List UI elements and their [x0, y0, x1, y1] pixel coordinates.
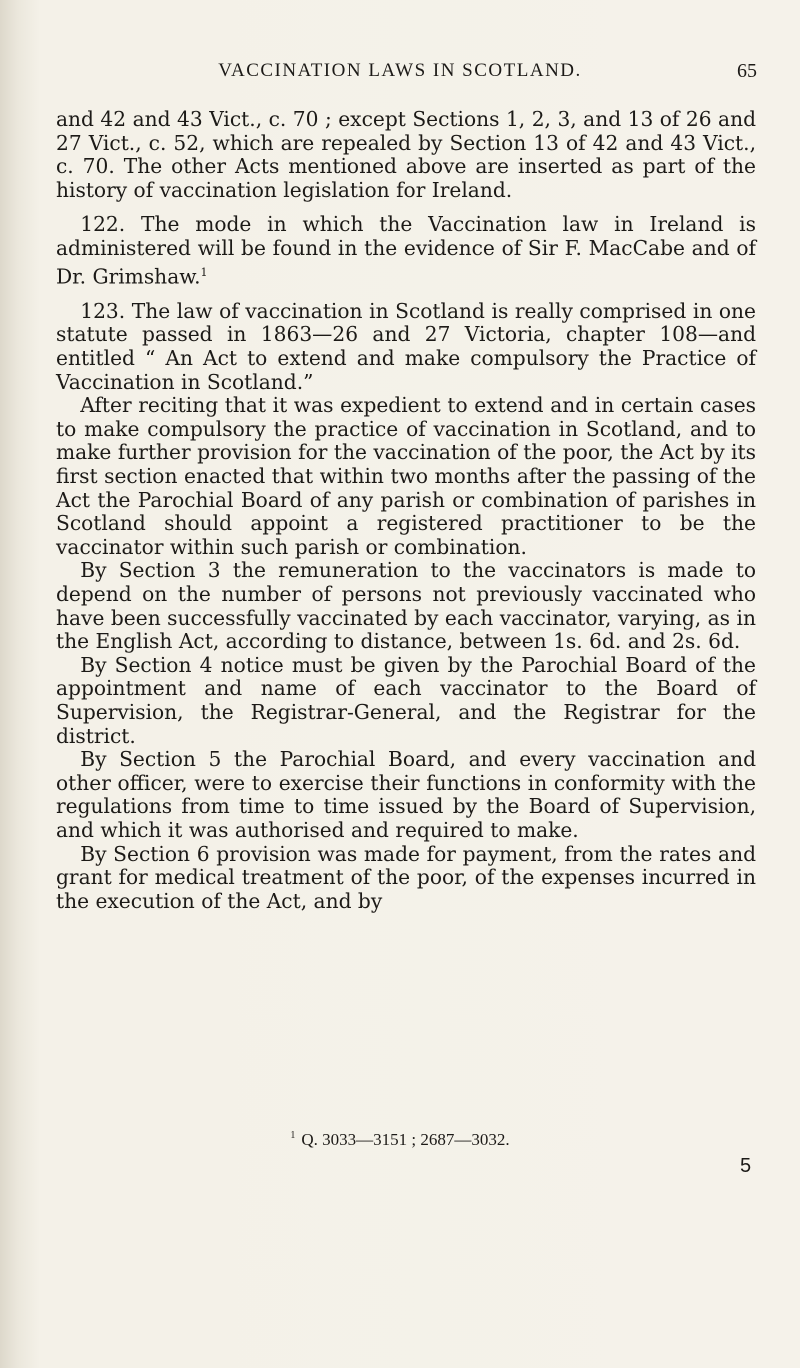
body-text — [56, 108, 756, 913]
signature-mark: 5 — [740, 1155, 752, 1177]
footnote-number: 1 — [290, 1130, 296, 1142]
footnote-marker: 1 — [200, 265, 208, 279]
paragraph-section-3: By Section 3 the remuneration to the vaccinators is made to depend on the number of persons not previously vaccinated who have been successfully vaccinated by each vaccinator, varying, as in the English Act, according to distance, between 1s. 6d. and 2s. 6d. — [56, 558, 756, 654]
footnote-text: Q. 3033—3151 ; 2687—3032. — [301, 1130, 510, 1149]
paragraph-123: 123. The law of vaccination in Scotland is really comprised in one statute passed in 1863—26 and 27 Victoria, chapter 108—and entitled “ An Act to extend and make compulsory the Practice of Vaccination in Scotland.” — [56, 298, 756, 394]
paragraph-section-6: By Section 6 provision was made for payment, from the rates and grant for medical treatment of the poor, of the expenses incurred in the execution of the Act, and by — [56, 841, 756, 913]
paragraph-122 — [56, 213, 756, 289]
paragraph-section-5: By Section 5 the Parochial Board, and every vaccination and other officer, were to exercise their functions in conformity with the regulations from time to time issued by the Board of Supervision, and which it was authorised and required to make. — [56, 747, 756, 842]
paragraph-122-text: 122. The mode in which the Vaccination law in Ireland is administered will be found in the evidence of Sir F. MacCabe and of Dr. Grimshaw. — [56, 212, 756, 289]
page-number: 65 — [737, 60, 757, 82]
paragraph-section-4: By Section 4 notice must be given by the Parochial Board of the appointment and name of each vaccinator to the Board of Supervision, the Registrar-General, and the Registrar for the district. — [56, 652, 756, 748]
paragraph-after-reciting: After reciting that it was expedient to extend and in certain cases to make compulsory the practice of vaccination in Scotland, and to make further provision for the vaccination of the poor, the Act by its first section enacted that within two months after the passing of the Act the Parochial Board of any parish or combination of parishes in Scotland should appoint a registered practitioner to be the vaccinator within such parish or combination. — [56, 393, 756, 559]
paragraph-continuation: and 42 and 43 Vict., c. 70 ; except Sections 1, 2, 3, and 13 of 26 and 27 Vict., c. 52, which are repealed by Section 13 of 42 and 43 Vict., c. 70. The other Acts mentioned above are inserted as part of the history of vaccination legislation for Ireland. — [56, 107, 756, 202]
running-title: VACCINATION LAWS IN SCOTLAND. — [218, 60, 582, 81]
page-header — [0, 60, 800, 90]
footnote — [0, 1130, 800, 1150]
